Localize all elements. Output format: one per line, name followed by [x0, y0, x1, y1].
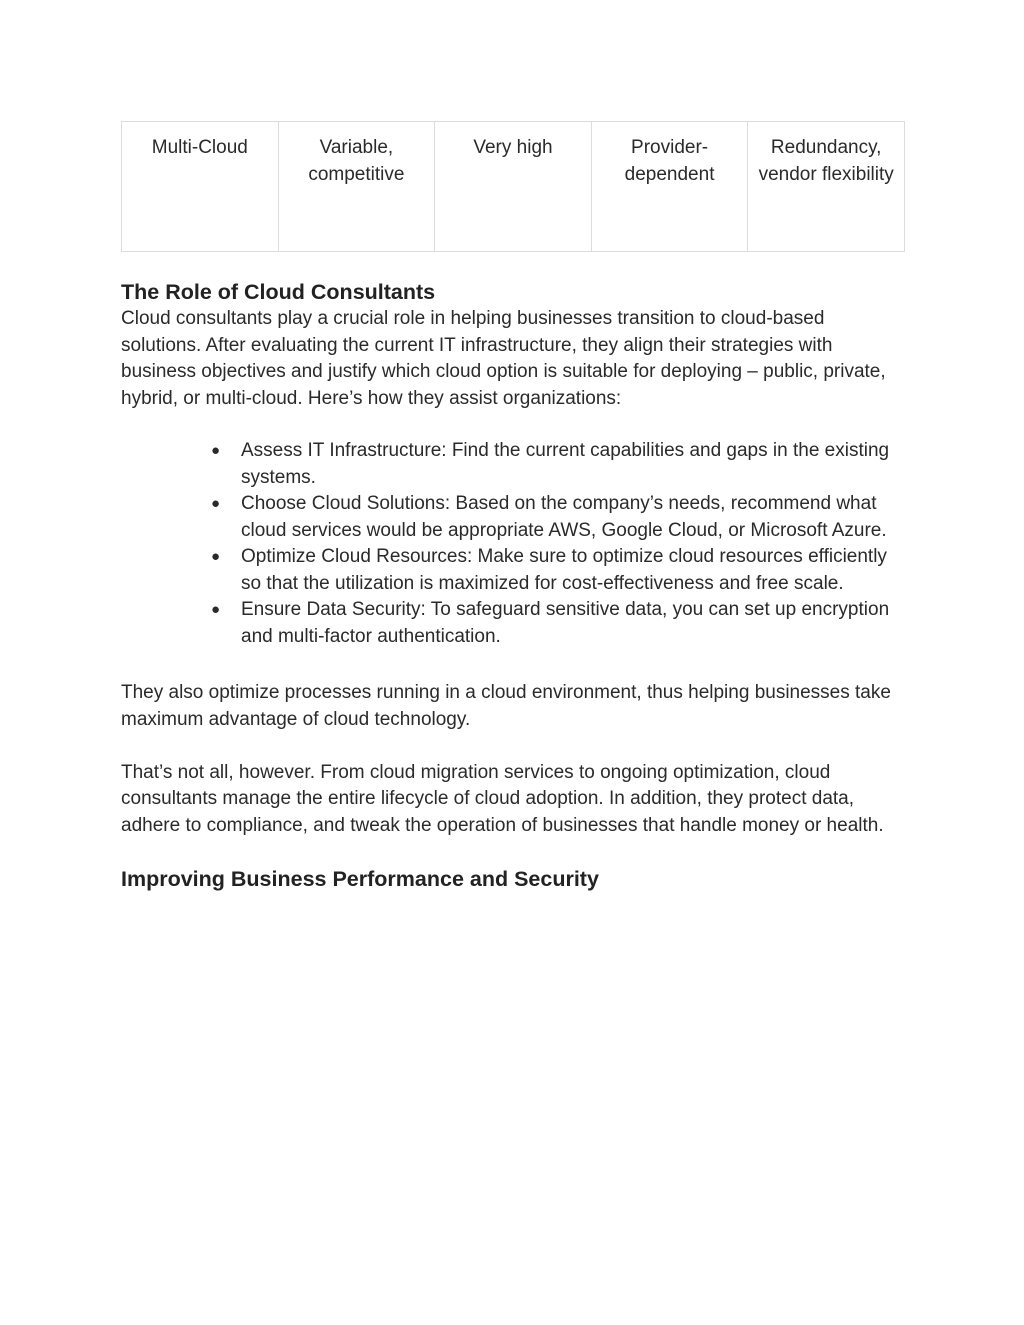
- intro-paragraph: Cloud consultants play a crucial role in helping businesses transition to cloud-based solutions. After evaluating the current IT infrastructure, they align their strategies with business objectives and justify which cloud option is suitable for deploying – public, private, hybrid, or multi-cloud. Here’s how they assist organizations:: [121, 308, 886, 409]
- list-item-text: Ensure Data Security: To safeguard sensitive data, you can set up encryption and multi-factor authentication.: [241, 599, 890, 647]
- section-heading-improving: Improving Business Performance and Security: [121, 867, 599, 891]
- list-item: [211, 438, 905, 491]
- list-item: [211, 544, 905, 597]
- table-cell-benefit: Redundancy, vendor flexibility: [748, 122, 905, 252]
- list-item-text: Optimize Cloud Resources: Make sure to optimize cloud resources efficiently so that the utilization is maximized for cost-effectiveness and free scale.: [241, 546, 887, 594]
- comparison-table: [121, 121, 905, 252]
- table-cell-security: Provider-dependent: [591, 122, 748, 252]
- bullet-list: [121, 438, 905, 650]
- table-cell-model: Multi-Cloud: [122, 122, 279, 252]
- table-cell-scalability: Very high: [435, 122, 592, 252]
- bullet-icon: ●: [211, 495, 221, 512]
- list-item: [211, 597, 905, 650]
- document-page: [121, 121, 905, 893]
- bullet-icon: ●: [211, 601, 221, 618]
- body-paragraph: They also optimize processes running in a cloud environment, thus helping businesses take maximum advantage of cloud technology.: [121, 682, 891, 730]
- section-heading-role: The Role of Cloud Consultants: [121, 280, 436, 304]
- body-paragraph: That’s not all, however. From cloud migration services to ongoing optimization, cloud consultants manage the entire lifecycle of cloud adoption. In addition, they protect data, adhere to compliance, and tweak the operation of businesses that handle money or health.: [121, 761, 884, 836]
- table-row: [122, 122, 905, 252]
- list-item: [211, 491, 905, 544]
- list-item-text: Choose Cloud Solutions: Based on the company’s needs, recommend what cloud services would be appropriate AWS, Google Cloud, or Microsoft Azure.: [241, 493, 887, 541]
- bullet-icon: ●: [211, 548, 221, 565]
- bullet-icon: ●: [211, 442, 221, 459]
- list-item-text: Assess IT Infrastructure: Find the current capabilities and gaps in the existing systems.: [241, 440, 890, 488]
- table-cell-cost: Variable, competitive: [278, 122, 435, 252]
